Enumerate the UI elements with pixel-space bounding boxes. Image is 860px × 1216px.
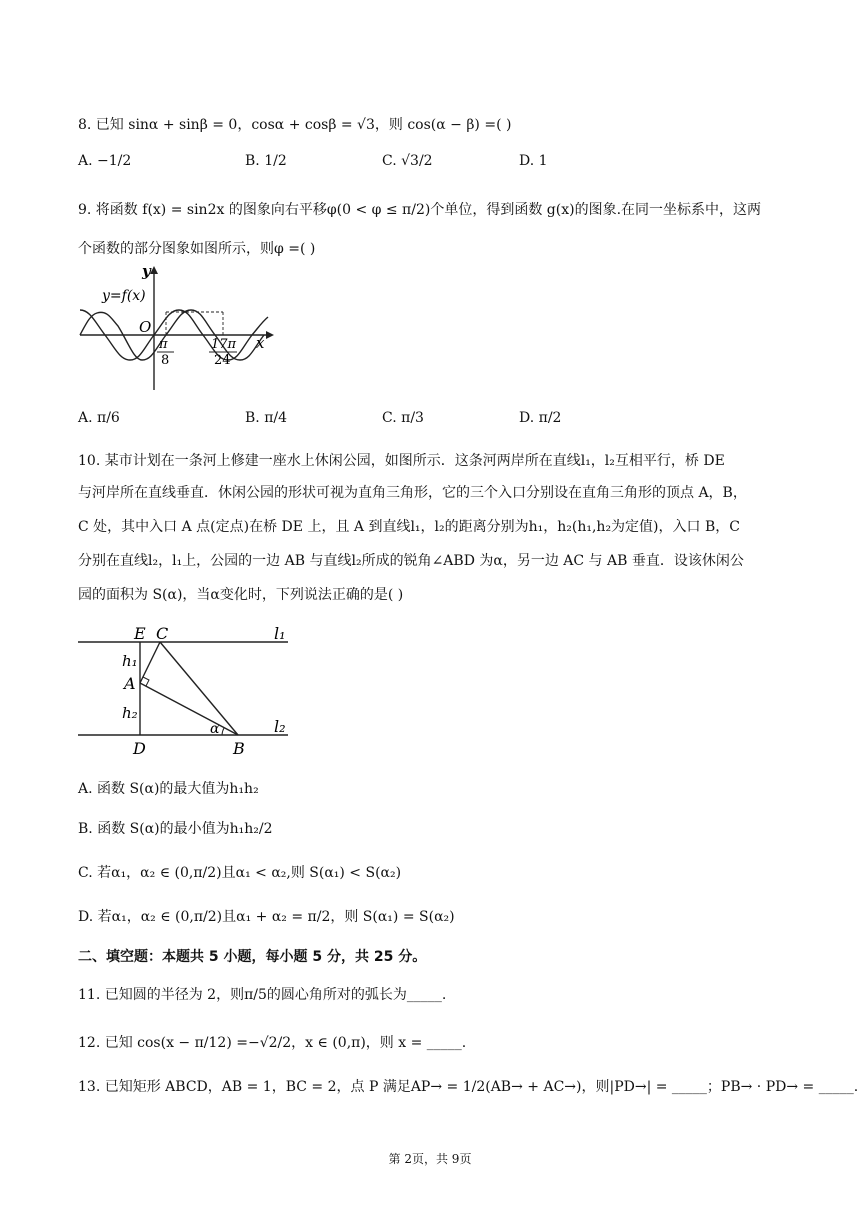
- q10-park-diagram: [78, 620, 298, 762]
- side-cb: [160, 642, 238, 735]
- question-11: 11. 已知圆的半径为 2，则π/5的圆心角所对的弧长为_____.: [78, 987, 447, 1003]
- question-10-line2: 与河岸所在直线垂直．休闲公园的形状可视为直角三角形，它的三个入口分别设在直角三角形的顶点 A，B，: [78, 485, 747, 501]
- q10-option-c: C. 若α₁，α₂ ∈ (0,π/2)且α₁ < α₂,则 S(α₁) < S(α₂): [78, 865, 402, 881]
- tick2-denominator: 24: [214, 353, 231, 368]
- question-13: 13. 已知矩形 ABCD，AB = 1，BC = 2，点 P 满足AP→ = 1/2(AB→ + AC→)，则|PD→| = _____；PB→ · PD→ = _____.: [78, 1079, 859, 1095]
- side-ab: [140, 683, 238, 735]
- question-10-line4: 分别在直线l₂，l₁上，公园的一边 AB 与直线l₂所成的锐角∠ABD 为α，另一边 AC 与 AB 垂直．设该休闲公: [78, 553, 744, 569]
- q9-option-c: C. π/3: [382, 410, 424, 426]
- label-h2: h₂: [122, 704, 138, 722]
- side-ac: [140, 642, 160, 683]
- q9-option-d: D. π/2: [519, 410, 562, 426]
- q8-option-c: C. √3/2: [382, 153, 433, 169]
- label-b: B: [233, 739, 245, 758]
- label-d: D: [133, 739, 146, 758]
- q10-option-a: A. 函数 S(α)的最大值为h₁h₂: [78, 781, 259, 797]
- question-8-stem: 8. 已知 sinα + sinβ = 0，cosα + cosβ = √3，则 cos(α − β) =( ): [78, 117, 512, 133]
- q10-option-b: B. 函数 S(α)的最小值为h₁h₂/2: [78, 821, 273, 837]
- q9-option-a: A. π/6: [78, 410, 120, 426]
- x-axis-arrow: [266, 331, 274, 339]
- tick2-numerator: 17π: [211, 337, 237, 352]
- q10-option-d: D. 若α₁，α₂ ∈ (0,π/2)且α₁ + α₂ = π/2，则 S(α₁) = S(α₂): [78, 909, 455, 925]
- label-alpha: α: [210, 721, 220, 737]
- origin-label: O: [139, 318, 152, 336]
- label-a: A: [124, 674, 136, 693]
- label-e: E: [134, 624, 146, 643]
- q8-option-d: D. 1: [519, 153, 548, 169]
- curve-label: y=f(x): [102, 288, 146, 304]
- question-9-stem-line2: 个函数的部分图象如图所示，则φ =( ): [78, 241, 316, 257]
- page-footer: 第 2页，共 9页: [388, 1152, 472, 1166]
- y-axis-label: y: [142, 262, 151, 280]
- label-c: C: [156, 624, 169, 643]
- label-l2: l₂: [274, 717, 286, 736]
- label-l1: l₁: [274, 624, 286, 643]
- q8-option-a: A. −1/2: [78, 153, 132, 169]
- label-h1: h₁: [122, 652, 138, 670]
- q9-sine-graph: [78, 262, 278, 394]
- question-12: 12. 已知 cos(x − π/12) =−√2/2，x ∈ (0,π)，则 x = _____.: [78, 1035, 467, 1051]
- question-10-line1: 10. 某市计划在一条河上修建一座水上休闲公园，如图所示．这条河两岸所在直线l₁，l₂互相平行，桥 DE: [78, 453, 725, 469]
- x-axis-label: x: [256, 334, 265, 352]
- tick1-denominator: 8: [161, 353, 170, 368]
- y-axis-arrow: [150, 266, 158, 274]
- question-10-line3: C 处，其中入口 A 点(定点)在桥 DE 上，且 A 到直线l₁，l₂的距离分别为h₁，h₂(h₁,h₂为定值)，入口 B，C: [78, 519, 740, 535]
- q8-option-b: B. 1/2: [245, 153, 287, 169]
- section-fill-in-heading: 二、填空题：本题共 5 小题，每小题 5 分，共 25 分。: [78, 949, 427, 965]
- question-9-stem-line1: 9. 将函数 f(x) = sin2x 的图象向右平移φ(0 < φ ≤ π/2)个单位，得到函数 g(x)的图象.在同一坐标系中，这两: [78, 202, 762, 218]
- question-10-line5: 园的面积为 S(α)，当α变化时，下列说法正确的是( ): [78, 587, 404, 603]
- tick1-numerator: π: [159, 337, 168, 352]
- q9-option-b: B. π/4: [245, 410, 288, 426]
